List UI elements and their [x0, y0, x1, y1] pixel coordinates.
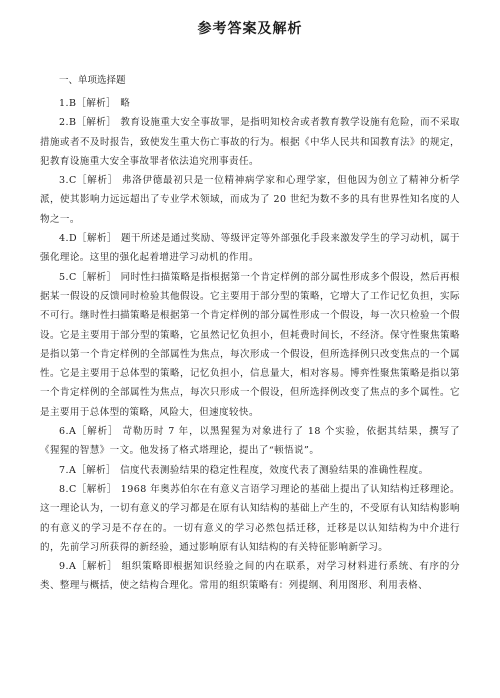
- answer-item: 2.B［解析］ 教育设施重大安全事故罪，是指明知校舍或者教育教学设施有危险，而不采取措施或者不及时报告，致使发生重大伤亡事故的行为。根据《中华人民共和国教育法》的规定，犯教育设施重大安全事故罪者依法追究刑事责任。: [40, 117, 460, 167]
- answer-item: 3.C［解析］ 弗洛伊德最初只是一位精神病学家和心理学家，但他因为创立了精神分析学派，使其影响力远远超出了专业学术领域，而成为了 20 世纪为数不多的具有世界性知名度的人物之一。: [40, 175, 460, 225]
- answer-item: 7.A［解析］ 信度代表测验结果的稳定性程度，效度代表了测验结果的准确性程度。: [59, 464, 429, 476]
- answer-item: 9.A［解析］ 组织策略即根据知识经验之间的内在联系，对学习材料进行系统、有序的分类、整理与概括，使之结构合理化。常用的组织策略有：列提纲、利用图形、利用表格、: [40, 561, 460, 592]
- answer-list: [40, 94, 460, 596]
- answer-item: 1.B［解析］ 略: [59, 98, 131, 109]
- answer-item: 5.C［解析］ 同时性扫描策略是指根据第一个肯定样例的部分属性形成多个假设，然后再根据某一假设的反馈同时检验其他假设。它主要用于部分型的策略，它增大了工作记忆负担，实际不可行。继时性扫描策略是根据第一个肯定样例的部分属性形成一个假设，每一次只检验一个假设。它是主要用于部分型的策略，它虽然记忆负担小，但耗费时间长，不经济。保守性聚焦策略是指以第一个肯定样例的全部属性为焦点，每次形成一个假设，但所选择例只改变焦点的一个属性。它是主要用于总体型的策略，记忆负担小，信息量大，相对容易。博弈性聚焦策略是指以第一个肯定样例的全部属性为焦点，每次只形成一个假设，但所选择例改变了焦点的多个属性。它是主要用于总体型的策略，风险大，但速度较快。: [40, 271, 460, 418]
- answer-item: 6.A［解析］ 苛勒历时 7 年，以黑猩猩为对象进行了 18 个实验，依据其结果，撰写了《猩猩的智慧》一文。他发扬了格式塔理论，提出了“顿悟说”。: [40, 426, 460, 457]
- answer-item: 8.C［解析］ 1968 年奥苏伯尔在有意义言语学习理论的基础上提出了认知结构迁移理论。这一理论认为，一切有意义的学习都是在原有认知结构的基础上产生的，不受原有认知结构影响的有意义的学习是不存在的。一切有意义的学习必然包括迁移，迁移是以认知结构为中介进行的，先前学习所获得的新经验，通过影响原有认知结构的有关特征影响新学习。: [40, 483, 460, 553]
- answer-item: 4.D［解析］ 题干所述是通过奖励、等级评定等外部强化手段来激发学生的学习动机，属于强化理论。这里的强化起着增进学习动机的作用。: [40, 233, 460, 264]
- page-title: 参考答案及解析: [197, 21, 303, 37]
- section-heading: 一、单项选择题: [59, 75, 126, 86]
